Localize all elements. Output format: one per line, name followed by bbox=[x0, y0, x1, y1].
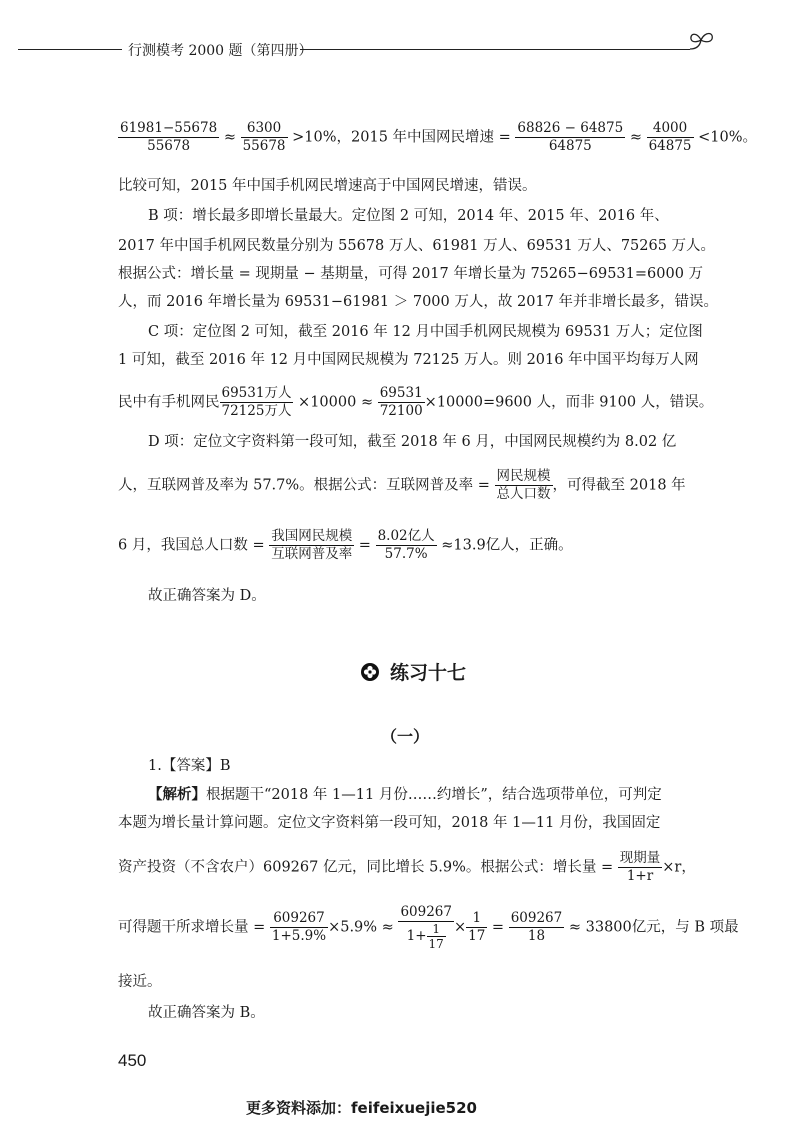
option-c-line2: 1 可知，截至 2016 年 12 月中国网民规模为 72125 万人。则 2016 年中国平均每万人网 bbox=[118, 352, 699, 368]
running-header-title: 行测模考 2000 题（第四册） bbox=[128, 43, 313, 59]
fraction: $\frac{\text{网民规模}}{\text{总人口数}}$ bbox=[496, 468, 551, 502]
q1-analysis-line1: 【解析】根据题干“2018 年 1—11 月份……约增长”，结合选项带单位，可判定 bbox=[148, 786, 662, 803]
fraction: $\frac{69531}{72100}$ bbox=[379, 385, 423, 419]
option-c-line1: C 项：定位图 2 可知，截至 2016 年 12 月中国手机网民规模为 69531 万人；定位图 bbox=[148, 324, 703, 340]
growth-rate-comparison-line: $\frac{61981-55678}{55678}$ ≈ $\frac{6300}{55678}$ >10%，2015 年中国网民增速 = $\frac{68826 - 64875}{64875}$ ≈ $\frac{4000}{64875}$ <10%。 bbox=[120, 120, 758, 154]
nested-fraction: 609267 1+ $\frac{1}{17}$ bbox=[400, 904, 452, 951]
option-b-line3: 根据公式：增长量 = 现期量 − 基期量，可得 2017 年增长量为 75265−69531=6000 万 bbox=[118, 266, 704, 282]
option-d-line3: 6 月，我国总人口数 = $\frac{\text{我国网民规模}}{\text{互联网普及率}}$ = $\frac{\text{8.02亿人}}{57.7\%}$ ≈13.9亿人，正确。 bbox=[118, 528, 573, 562]
q1-analysis-line3: 资产投资（不含农户）609267 亿元，同比增长 5.9%。根据公式：增长量 = $\frac{\text{现期量}}{1+r}$ ×r， bbox=[118, 850, 696, 884]
fraction: $\frac{6300}{55678}$ bbox=[242, 120, 286, 154]
flower-icon bbox=[360, 662, 380, 682]
answer-conclusion-b: 故正确答案为 B。 bbox=[148, 1005, 265, 1021]
fraction: $\frac{1}{17}$ bbox=[468, 910, 486, 944]
fraction: $\frac{609267}{1+5.9\%}$ bbox=[271, 910, 327, 944]
header-rule-left bbox=[18, 49, 122, 50]
fraction: $\frac{\text{我国网民规模}}{\text{互联网普及率}}$ bbox=[271, 528, 353, 562]
comparison-conclusion: 比较可知，2015 年中国手机网民增速高于中国网民增速，错误。 bbox=[118, 178, 537, 194]
option-b-line2: 2017 年中国手机网民数量分别为 55678 万人、61981 万人、69531 万人、75265 万人。 bbox=[118, 238, 716, 254]
fraction: $\frac{61981-55678}{55678}$ bbox=[120, 120, 218, 154]
option-d-line1: D 项：定位文字资料第一段可知，截至 2018 年 6 月，中国网民规模约为 8.02 亿 bbox=[148, 434, 677, 450]
option-b-line1: B 项：增长最多即增长量最大。定位图 2 可知，2014 年、2015 年、2016 年、 bbox=[148, 208, 669, 224]
header-rule-right bbox=[300, 49, 690, 50]
q1-analysis-line5: 接近。 bbox=[118, 974, 162, 990]
fraction: $\frac{4000}{64875}$ bbox=[648, 120, 692, 154]
sprout-icon bbox=[684, 28, 718, 54]
option-b-line4: 人，而 2016 年增长量为 69531−61981 ＞ 7000 万人，故 2017 年并非增长最多，错误。 bbox=[118, 294, 718, 310]
section-heading bbox=[360, 658, 466, 685]
fraction: $\frac{\text{69531万人}}{\text{72125万人}}$ bbox=[221, 385, 292, 419]
answer-conclusion-d: 故正确答案为 D。 bbox=[148, 588, 266, 604]
fraction: $\frac{\text{8.02亿人}}{57.7\%}$ bbox=[377, 528, 435, 562]
q1-analysis-line2: 本题为增长量计算问题。定位文字资料第一段可知，2018 年 1—11 月份，我国固定 bbox=[118, 815, 661, 831]
q1-analysis-line4: 可得题干所求增长量 = $\frac{609267}{1+5.9\%}$ ×5.9% ≈ 609267 1+ $\frac{1}{17}$ × $\frac{1}{17}$ = $\frac{609267}{18}$ ≈ 33800亿元，与 B 项最 bbox=[118, 904, 739, 951]
page-number: 450 bbox=[118, 1051, 147, 1070]
subsection-title: （一） bbox=[381, 727, 430, 746]
footer-note: 更多资料添加：feifeixuejie520 bbox=[246, 1099, 477, 1117]
fraction: $\frac{\text{现期量}}{1+r}$ bbox=[619, 850, 661, 884]
q1-answer: 1.【答案】B bbox=[148, 758, 231, 774]
fraction: $\frac{1}{17}$ bbox=[428, 922, 444, 951]
option-d-line2: 人，互联网普及率为 57.7%。根据公式：互联网普及率 = $\frac{\text{网民规模}}{\text{总人口数}}$ ，可得截至 2018 年 bbox=[118, 468, 686, 502]
option-c-line3: 民中有手机网民 $\frac{\text{69531万人}}{\text{72125万人}}$ ×10000 ≈ $\frac{69531}{72100}$ ×10000=9600 人，而非 9100 人，错误。 bbox=[118, 385, 714, 419]
fraction: $\frac{68826 - 64875}{64875}$ bbox=[517, 120, 624, 154]
fraction: $\frac{609267}{18}$ bbox=[510, 910, 563, 944]
section-title: 练习十七 bbox=[390, 662, 467, 684]
